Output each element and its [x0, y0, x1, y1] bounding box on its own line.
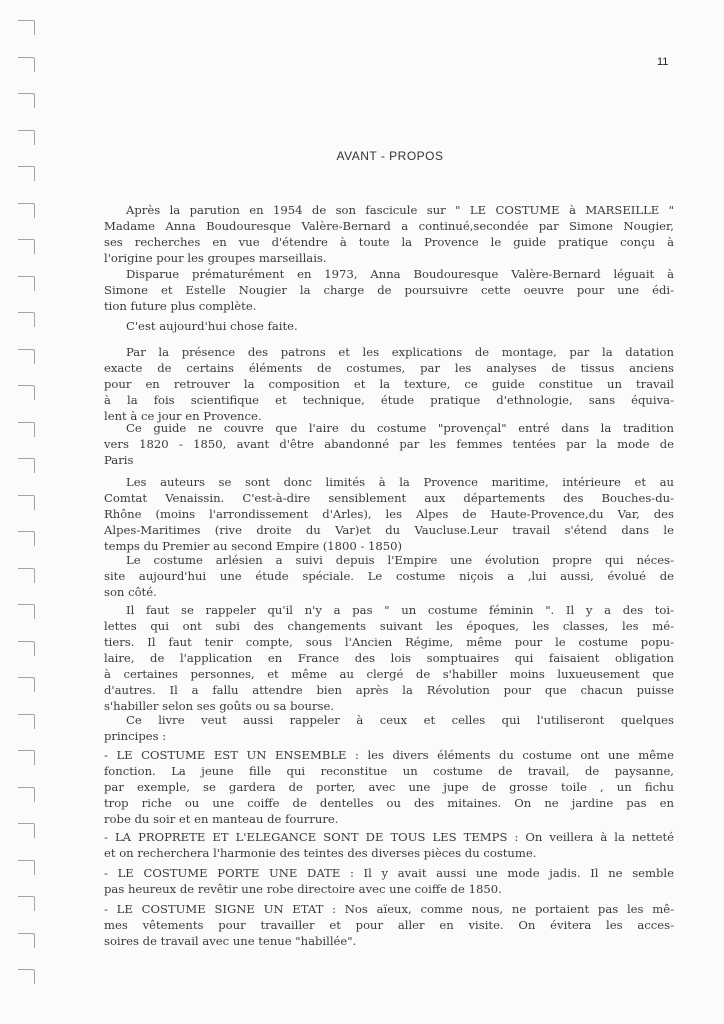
binder-hole-mark — [18, 20, 35, 35]
paragraph — [104, 202, 674, 266]
paragraph — [104, 420, 674, 468]
text-line: lent à ce jour en Provence. — [104, 409, 262, 423]
text-line: à la fois scientifique et technique, étude pratique d'ethnologie, sans équiva- — [104, 393, 674, 407]
binder-hole-mark — [18, 203, 35, 218]
text-line: Après la parution en 1954 de son fascicule sur " LE COSTUME à MARSEILLE " — [126, 203, 674, 217]
binder-hole-mark — [18, 276, 35, 291]
text-line: Ce guide ne couvre que l'aire du costume "provençal" entré dans la tradition — [126, 421, 674, 435]
binder-hole-mark — [18, 896, 35, 911]
binder-hole-mark — [18, 969, 35, 984]
binder-hole-mark — [18, 239, 35, 254]
binder-hole-mark — [18, 349, 35, 364]
text-line: l'origine pour les groupes marseillais. — [104, 251, 327, 265]
paragraph — [104, 318, 674, 334]
text-line: Madame Anna Boudouresque Valère-Bernard a continué,secondée par Simone Nougier, — [104, 219, 674, 233]
paragraph — [104, 829, 674, 861]
text-line: à certaines personnes, et même au clergé de s'habiller moins luxueusement que — [104, 667, 674, 681]
text-line: temps du Premier au second Empire (1800 - 1850) — [104, 539, 403, 553]
text-line: trop riche ou une coiffe de dentelles ou des mitaines. On ne jardine pas en — [104, 796, 674, 810]
paragraph — [104, 344, 674, 424]
binder-hole-mark — [18, 860, 35, 875]
paragraph — [104, 865, 674, 897]
paragraph — [104, 474, 674, 554]
text-line: - LE COSTUME EST UN ENSEMBLE : les divers éléments du costume ont une même — [104, 748, 674, 762]
binder-hole-mark — [18, 677, 35, 692]
text-line: soires de travail avec une tenue "habillée". — [104, 934, 357, 948]
text-line: mes vêtements pour travailler et pour aller en visite. On évitera les acces- — [104, 918, 674, 932]
text-line: pas heureux de revêtir une robe directoire avec une coiffe de 1850. — [104, 882, 502, 896]
text-line: site aujourd'hui une étude spéciale. Le costume niçois a ,lui aussi, évolué de — [104, 569, 674, 583]
text-line: Les auteurs se sont donc limités à la Provence maritime, intérieure et au — [126, 475, 674, 489]
text-line: C'est aujourd'hui chose faite. — [126, 319, 298, 333]
text-line: son côté. — [104, 585, 157, 599]
binder-hole-mark — [18, 750, 35, 765]
text-line: Il faut se rappeler qu'il n'y a pas " un costume féminin ". Il y a des toi- — [126, 603, 674, 617]
binder-hole-mark — [18, 166, 35, 181]
text-line: vers 1820 - 1850, avant d'être abandonné par les femmes tentées par la mode de — [104, 437, 674, 451]
binder-hole-mark — [18, 787, 35, 802]
text-line: tiers. Il faut tenir compte, sous l'Ancien Régime, même pour le costume popu- — [104, 635, 674, 649]
binder-hole-mark — [18, 568, 35, 583]
text-line: - LE COSTUME PORTE UNE DATE : Il y avait aussi une mode jadis. Il ne semble — [104, 866, 674, 880]
text-line: lettes qui ont subi des changements suivant les époques, les classes, les mé- — [104, 619, 674, 633]
text-line: fonction. La jeune fille qui reconstitue un costume de travail, de paysanne, — [104, 764, 674, 778]
binder-hole-mark — [18, 495, 35, 510]
text-line: Le costume arlésien a suivi depuis l'Empire une évolution propre qui néces- — [126, 553, 674, 567]
binder-hole-mark — [18, 422, 35, 437]
binder-hole-mark — [18, 823, 35, 838]
text-line: tion future plus complète. — [104, 299, 257, 313]
text-line: Rhône (moins l'arrondissement d'Arles), les Alpes de Haute-Provence,du Var, des — [104, 507, 674, 521]
text-line: principes : — [104, 729, 167, 743]
text-line: par exemple, se gardera de porter, avec une jupe de grosse toile , un fichu — [104, 780, 674, 794]
binder-hole-mark — [18, 933, 35, 948]
binder-hole-mark — [18, 130, 35, 145]
binder-hole-mark — [18, 57, 35, 72]
binder-hole-mark — [18, 93, 35, 108]
paragraph — [104, 747, 674, 827]
binder-hole-mark — [18, 604, 35, 619]
binder-hole-mark — [18, 458, 35, 473]
binder-hole-mark — [18, 641, 35, 656]
page-number: 11 — [657, 56, 669, 68]
text-line: pour en retrouver la composition et la texture, ce guide constitue un travail — [104, 377, 674, 391]
text-line: exacte de certains éléments de costumes, par les analyses de tissus anciens — [104, 361, 674, 375]
text-line: Disparue prématurément en 1973, Anna Boudouresque Valère-Bernard léguait à — [126, 267, 674, 281]
text-line: laire, de l'application en France des lois somptuaires qui faisaient obligation — [104, 651, 674, 665]
text-line: Simone et Estelle Nougier la charge de poursuivre cette oeuvre pour une édi- — [104, 283, 674, 297]
text-line: ses recherches en vue d'étendre à toute la Provence le guide pratique conçu à — [104, 235, 674, 249]
binder-hole-mark — [18, 385, 35, 400]
text-line: s'habiller selon ses goûts ou sa bourse. — [104, 699, 334, 713]
text-line: robe du soir et en manteau de fourrure. — [104, 812, 339, 826]
text-line: et on recherchera l'harmonie des teintes des diverses pièces du costume. — [104, 846, 537, 860]
paragraph — [104, 266, 674, 314]
text-line: Paris — [104, 453, 134, 467]
binder-hole-mark — [18, 531, 35, 546]
text-line: - LE COSTUME SIGNE UN ETAT : Nos aïeux, comme nous, ne portaient pas les mê- — [104, 902, 674, 916]
paragraph — [104, 602, 674, 714]
text-line: d'autres. Il a fallu attendre bien après la Révolution pour que chacun puisse — [104, 683, 674, 697]
text-line: Ce livre veut aussi rappeler à ceux et celles qui l'utiliseront quelques — [126, 713, 674, 727]
paragraph — [104, 712, 674, 744]
paragraph — [104, 901, 674, 949]
binder-hole-mark — [18, 714, 35, 729]
text-line: - LA PROPRETE ET L'ELEGANCE SONT DE TOUS LES TEMPS : On veillera à la netteté — [104, 830, 674, 844]
text-line: Comtat Venaissin. C'est-à-dire sensiblement aux départements des Bouches-du- — [104, 491, 674, 505]
binder-hole-mark — [18, 312, 35, 327]
page-title: AVANT - PROPOS — [336, 149, 444, 163]
paragraph — [104, 552, 674, 600]
text-line: Par la présence des patrons et les explications de montage, par la datation — [126, 345, 674, 359]
text-line: Alpes-Maritimes (rive droite du Var)et du Vaucluse.Leur travail s'étend dans le — [104, 523, 674, 537]
